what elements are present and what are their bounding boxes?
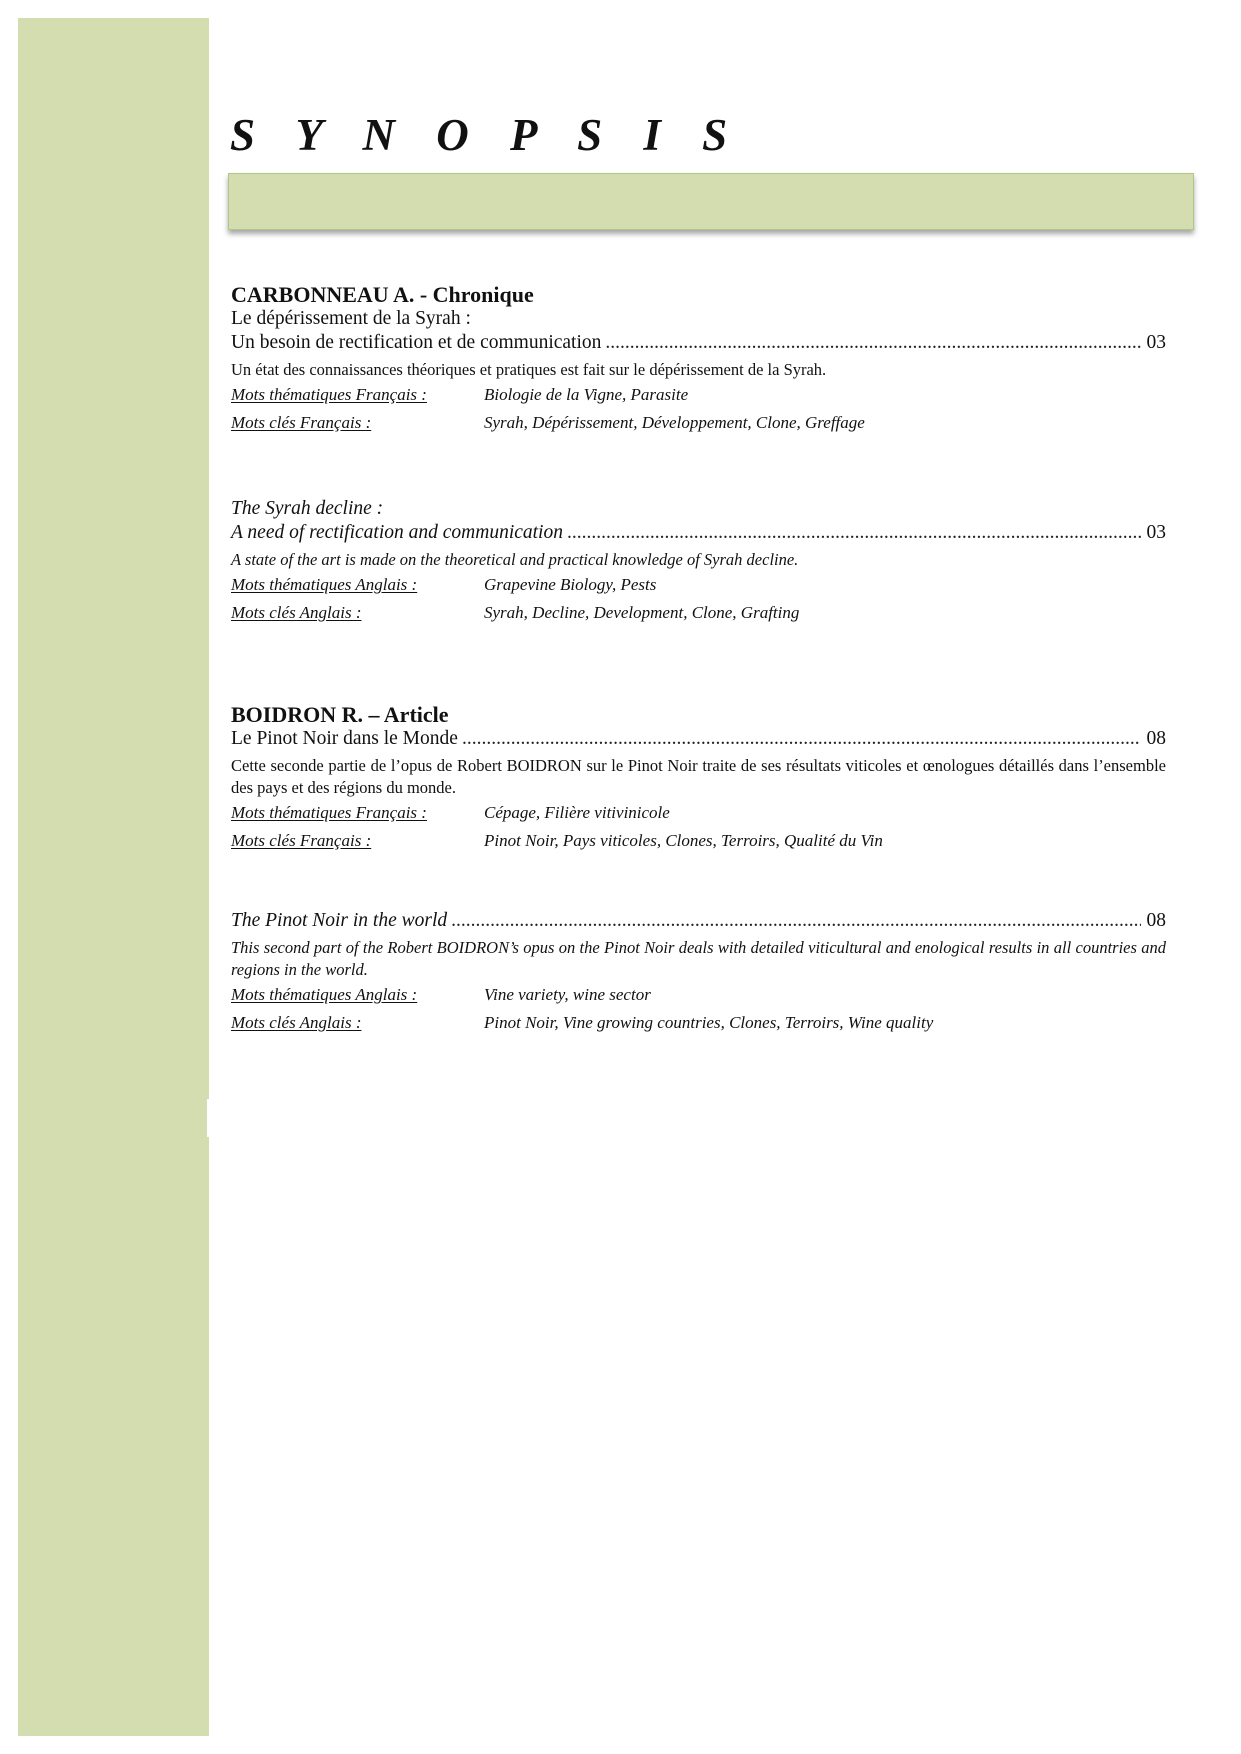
article-2-en-keys-label: Mots clés Anglais :	[231, 1013, 362, 1032]
article-1-en-keys-label: Mots clés Anglais :	[231, 603, 362, 622]
article-2-en-theme-row	[231, 981, 1166, 1009]
article-2-fr-theme-label: Mots thématiques Français :	[231, 803, 427, 822]
dot-leader	[451, 909, 1140, 933]
article-2-fr	[231, 703, 1166, 855]
article-1-fr-theme-label: Mots thématiques Français :	[231, 385, 427, 404]
article-1-en	[231, 497, 1166, 627]
article-1-en-page-number: 03	[1146, 522, 1166, 543]
article-2-heading: BOIDRON R. – Article	[231, 702, 449, 727]
article-2-en-theme-value: Vine variety, wine sector	[484, 985, 651, 1004]
article-1-en-toc-entry[interactable]	[231, 521, 1166, 545]
dot-leader	[462, 727, 1141, 751]
article-2-en-keys-row	[231, 1009, 1166, 1037]
article-2-fr-title: Le Pinot Noir dans le Monde	[231, 728, 458, 749]
article-2-en	[231, 909, 1166, 1037]
article-1-fr-toc-entry[interactable]	[231, 331, 1166, 355]
article-1-fr-summary: Un état des connaissances théoriques et pratiques est fait sur le dépérissement de la Syrah.	[231, 360, 827, 379]
article-1-fr	[231, 283, 1166, 437]
article-1-fr-keys-label: Mots clés Français :	[231, 413, 372, 432]
article-2-en-title: The Pinot Noir in the world	[231, 910, 448, 931]
article-2-en-summary: This second part of the Robert BOIDRON’s opus on the Pinot Noir deals with detailed viticultural and enological results in all countries and regions in the world.	[231, 938, 1166, 979]
article-1-fr-keys-row	[231, 409, 1166, 437]
article-2-en-keys-value: Pinot Noir, Vine growing countries, Clones, Terroirs, Wine quality	[484, 1013, 934, 1032]
article-1-fr-theme-row	[231, 381, 1166, 409]
article-1-en-title-line1: The Syrah decline :	[231, 498, 384, 519]
article-1-en-theme-value: Grapevine Biology, Pests	[484, 575, 657, 594]
article-2-en-toc-entry[interactable]	[231, 909, 1166, 933]
article-2-fr-keys-value: Pinot Noir, Pays viticoles, Clones, Terroirs, Qualité du Vin	[484, 831, 883, 850]
article-1-fr-theme-value: Biologie de la Vigne, Parasite	[484, 385, 689, 404]
article-2-fr-keys-row	[231, 827, 1166, 855]
sidebar-notch	[207, 1099, 211, 1137]
title-banner	[228, 173, 1194, 230]
article-1-en-theme-label: Mots thématiques Anglais :	[231, 575, 418, 594]
article-1-en-theme-row	[231, 571, 1166, 599]
article-1-fr-keys-value: Syrah, Dépérissement, Développement, Clone, Greffage	[484, 413, 865, 432]
article-1-en-summary: A state of the art is made on the theoretical and practical knowledge of Syrah decline.	[231, 550, 799, 569]
article-2-fr-page-number: 08	[1146, 728, 1166, 749]
dot-leader	[605, 331, 1140, 355]
dot-leader	[567, 521, 1141, 545]
article-2-fr-summary: Cette seconde partie de l’opus de Robert BOIDRON sur le Pinot Noir traite de ses résultats viticoles et œnologues détaillés dans l’ensemble des pays et des régions du monde.	[231, 756, 1166, 797]
article-1-fr-title-line1: Le dépérissement de la Syrah :	[231, 308, 471, 329]
article-1-heading: CARBONNEAU A. - Chronique	[231, 282, 534, 307]
article-1-fr-title-line2: Un besoin de rectification et de communication	[231, 332, 602, 353]
article-2-fr-keys-label: Mots clés Français :	[231, 831, 372, 850]
article-2-en-page-number: 08	[1146, 910, 1166, 931]
sidebar-band	[18, 18, 209, 1736]
article-1-en-keys-value: Syrah, Decline, Development, Clone, Grafting	[484, 603, 800, 622]
article-2-fr-theme-row	[231, 799, 1166, 827]
page-title: S Y N O P S I S	[230, 110, 743, 160]
article-2-fr-theme-value: Cépage, Filière vitivinicole	[484, 803, 670, 822]
article-2-fr-toc-entry[interactable]	[231, 727, 1166, 751]
article-1-en-keys-row	[231, 599, 1166, 627]
article-2-en-theme-label: Mots thématiques Anglais :	[231, 985, 418, 1004]
article-1-en-title-line2: A need of rectification and communication	[231, 522, 563, 543]
article-1-fr-page-number: 03	[1146, 332, 1166, 353]
